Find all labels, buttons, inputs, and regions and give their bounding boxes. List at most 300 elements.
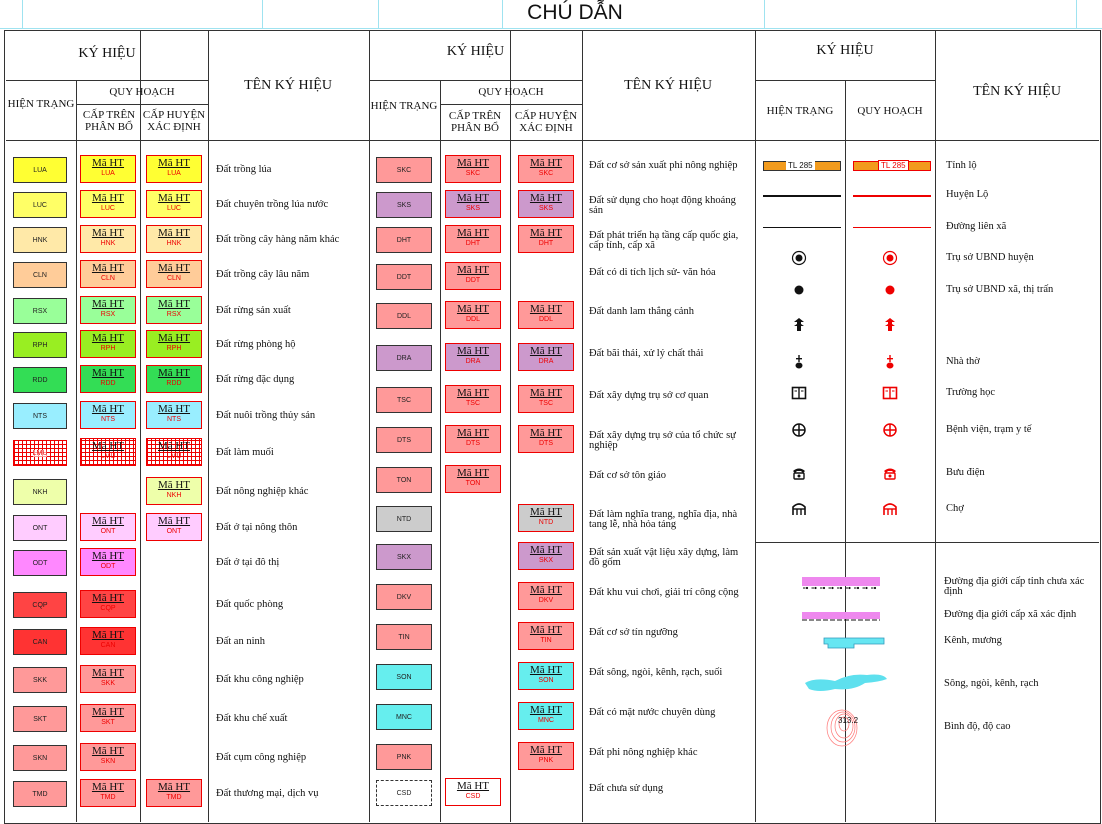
symbol-name: Trường học: [946, 387, 996, 398]
ma-ht-label: Mã HT: [157, 515, 191, 527]
quy-hoach-cap-tren-skn: [80, 743, 136, 771]
land-swatch-dts: [376, 427, 432, 453]
ma-ht-label: Mã HT: [91, 403, 125, 415]
quy-hoach-code: LUA: [101, 170, 115, 177]
quy-hoach-cap-huyen-dkv: [518, 582, 574, 610]
quy-hoach-cap-huyen-ntd: [518, 504, 574, 532]
header-cap-huyen-2: CẤP HUYỆN XÁC ĐỊNH: [514, 110, 578, 134]
quy-hoach-code: SON: [538, 677, 554, 684]
quy-hoach-code: SKC: [538, 170, 554, 177]
quy-hoach-code: DRA: [465, 358, 481, 365]
symbol-name: Đường liên xã: [946, 221, 1007, 232]
school-icon: [791, 385, 807, 401]
header-hien-trang-2: HIỆN TRẠNG: [370, 100, 438, 112]
land-name: Đất sử dụng cho hoạt động khoáng sản: [589, 195, 736, 216]
land-swatch-rdd: [13, 367, 67, 393]
land-name: Đất quốc phòng: [216, 599, 284, 610]
land-swatch-skt: [13, 706, 67, 732]
grid-line: [6, 80, 208, 81]
quy-hoach-code: PNK: [538, 757, 554, 764]
hospital-icon: [791, 422, 807, 438]
land-swatch-skc: [376, 157, 432, 183]
boundary-name: Đường địa giới cấp tỉnh chưa xác định: [944, 576, 1085, 597]
swatch-code: DHT: [396, 236, 412, 244]
ma-ht-label: Mã HT: [529, 704, 563, 716]
road-provincial-hien-trang: [763, 161, 841, 171]
district-office-icon: [791, 250, 807, 266]
quy-hoach-cap-tren-can: [80, 627, 136, 655]
quy-hoach-code: NTS: [167, 416, 181, 423]
swatch-code: DTS: [397, 436, 411, 444]
land-name: Đất an ninh: [216, 636, 265, 647]
post-office-icon: [882, 465, 898, 481]
quy-hoach-code: MNC: [538, 717, 554, 724]
land-swatch-hnk: [13, 227, 67, 253]
quy-hoach-cap-huyen-dht: [518, 225, 574, 253]
land-name: Đất có mặt nước chuyên dùng: [589, 707, 716, 718]
swatch-code: LUA: [33, 166, 47, 174]
land-name: Đất bãi thải, xử lý chất thải: [589, 348, 704, 359]
swatch-code: CLN: [32, 271, 47, 279]
land-name: Đất chuyên trồng lúa nước: [216, 199, 329, 210]
land-swatch-skk: [13, 667, 67, 693]
ma-ht-label: Mã HT: [456, 192, 490, 204]
swatch-code: DKV: [396, 593, 412, 601]
land-swatch-ddl: [376, 303, 432, 329]
ma-ht-label: Mã HT: [157, 227, 191, 239]
swatch-code: SKK: [32, 676, 47, 684]
boundary-name: Sông, ngòi, kênh, rạch: [944, 678, 1039, 689]
quy-hoach-cap-huyen-rph: [146, 330, 202, 358]
header-hien-trang-3: HIỆN TRẠNG: [766, 105, 834, 117]
quy-hoach-cap-huyen-sks: [518, 190, 574, 218]
land-swatch-cln: [13, 262, 67, 288]
road-label: TL 285: [878, 160, 909, 171]
ma-ht-label: Mã HT: [529, 506, 563, 518]
ma-ht-label: Mã HT: [529, 387, 563, 399]
quy-hoach-code: RSX: [166, 311, 182, 318]
quy-hoach-code: SKT: [101, 719, 115, 726]
land-swatch-tmd: [13, 781, 67, 807]
land-name: Đất xây dựng trụ sở của tổ chức sự nghiệp: [589, 430, 736, 451]
quy-hoach-cap-tren-luc: [80, 190, 136, 218]
province-boundary-icon: [802, 575, 882, 593]
ma-ht-label: Mã HT: [157, 781, 191, 793]
symbol-name: Trụ sở UBND xã, thị trấn: [946, 284, 1054, 295]
ma-ht-label: Mã HT: [91, 440, 125, 452]
land-swatch-tsc: [376, 387, 432, 413]
quy-hoach-cap-tren-skt: [80, 704, 136, 732]
swatch-code: SKS: [396, 201, 411, 209]
header-ky-hieu-1: KÝ HIỆU: [78, 46, 136, 61]
commune-office-icon: [791, 282, 807, 298]
ma-ht-label: Mã HT: [456, 157, 490, 169]
swatch-code: SKX: [396, 553, 411, 561]
quy-hoach-code: SKS: [465, 205, 480, 212]
quy-hoach-cap-huyen-ont: [146, 513, 202, 541]
pagoda-icon: [791, 317, 807, 333]
swatch-code: RDD: [32, 376, 48, 384]
ma-ht-label: Mã HT: [529, 303, 563, 315]
contour-icon: [812, 704, 876, 748]
header-cap-tren-1: CẤP TRÊN PHÂN BỔ: [82, 109, 136, 133]
land-name: Đất nuôi trồng thủy sản: [216, 410, 316, 421]
quy-hoach-code: SKS: [538, 205, 553, 212]
land-name: Đất trồng cây hàng năm khác: [216, 234, 340, 245]
quy-hoach-code: DDL: [465, 316, 480, 323]
quy-hoach-cap-huyen-pnk: [518, 742, 574, 770]
land-name: Đất làm nghĩa trang, nghĩa địa, nhà tang lễ, nhà hỏa táng: [589, 509, 738, 530]
boundary-name: Đường địa giới cấp xã xác định: [944, 609, 1077, 620]
land-name: Đất phát triển hạ tầng cấp quốc gia, cấp tỉnh, cấp xã: [589, 230, 739, 251]
ma-ht-label: Mã HT: [456, 467, 490, 479]
quy-hoach-code: NTD: [538, 519, 554, 526]
ma-ht-label: Mã HT: [91, 781, 125, 793]
boundary-name: Bình độ, độ cao: [944, 721, 1011, 732]
quy-hoach-cap-huyen-ddl: [518, 301, 574, 329]
ma-ht-label: Mã HT: [157, 367, 191, 379]
land-name: Đất cơ sở sản xuất phi nông nghiệp: [589, 160, 738, 171]
quy-hoach-cap-tren-tsc: [445, 385, 501, 413]
swatch-code: SKT: [33, 715, 47, 723]
quy-hoach-code: TON: [465, 480, 481, 487]
symbol-name: Chợ: [946, 503, 964, 514]
quy-hoach-cap-tren-lua: [80, 155, 136, 183]
church-icon: [791, 354, 807, 370]
grid-line: [76, 104, 208, 105]
elevation-label: 313.2: [838, 716, 859, 725]
quy-hoach-cap-tren-rdd: [80, 365, 136, 393]
quy-hoach-code: CLN: [166, 275, 181, 282]
land-swatch-nts: [13, 403, 67, 429]
grid-line: [369, 30, 370, 822]
header-cap-tren-2: CẤP TRÊN PHÂN BỔ: [448, 110, 502, 134]
quy-hoach-cap-tren-skk: [80, 665, 136, 693]
grid-line: [140, 30, 141, 822]
grid-line: [6, 140, 1099, 141]
swatch-code: CAN: [32, 638, 48, 646]
header-ten-ky-hieu-2: TÊN KÝ HIỆU: [624, 78, 712, 93]
land-name: Đất chưa sử dụng: [589, 783, 664, 794]
grid-line: [76, 80, 77, 822]
post-office-icon: [791, 465, 807, 481]
quy-hoach-code: SKX: [538, 557, 553, 564]
quy-hoach-code: SKN: [100, 758, 116, 765]
swatch-code: HNK: [32, 236, 48, 244]
land-name: Đất ở tại nông thôn: [216, 522, 298, 533]
ma-ht-label: Mã HT: [91, 367, 125, 379]
grid-line: [510, 30, 511, 822]
quy-hoach-code: NKH: [166, 492, 182, 499]
ma-ht-label: Mã HT: [157, 440, 191, 452]
swatch-code: TON: [396, 476, 412, 484]
symbol-name: Huyện Lộ: [946, 189, 989, 200]
swatch-code: SKC: [396, 166, 412, 174]
ma-ht-label: Mã HT: [91, 629, 125, 641]
swatch-code: MNC: [396, 713, 412, 721]
canal-icon: [814, 636, 894, 650]
quy-hoach-code: DDL: [538, 316, 553, 323]
ma-ht-label: Mã HT: [529, 544, 563, 556]
land-swatch-odt: [13, 550, 67, 576]
quy-hoach-cap-tren-cln: [80, 260, 136, 288]
land-name: Đất trồng cây lâu năm: [216, 269, 310, 280]
swatch-code: TSC: [397, 396, 411, 404]
land-swatch-son: [376, 664, 432, 690]
quy-hoach-cap-huyen-lmu: [146, 438, 202, 466]
ma-ht-label: Mã HT: [456, 303, 490, 315]
quy-hoach-code: HNK: [100, 240, 116, 247]
ma-ht-label: Mã HT: [91, 592, 125, 604]
quy-hoach-cap-tren-sks: [445, 190, 501, 218]
road-district-quy-hoach: [853, 195, 931, 197]
quy-hoach-cap-tren-rph: [80, 330, 136, 358]
land-swatch-dkv: [376, 584, 432, 610]
quy-hoach-cap-tren-cqp: [80, 590, 136, 618]
quy-hoach-cap-tren-rsx: [80, 296, 136, 324]
land-swatch-skx: [376, 544, 432, 570]
swatch-code: DDT: [396, 273, 412, 281]
swatch-code: ODT: [32, 559, 48, 567]
district-office-icon: [882, 250, 898, 266]
land-swatch-csd: [376, 780, 432, 806]
quy-hoach-cap-huyen-son: [518, 662, 574, 690]
land-name: Đất khu vui chơi, giải trí công cộng: [589, 587, 739, 598]
quy-hoach-code: DHT: [538, 240, 554, 247]
market-icon: [791, 501, 807, 517]
ma-ht-label: Mã HT: [157, 192, 191, 204]
grid-line: [440, 80, 441, 822]
ma-ht-label: Mã HT: [529, 157, 563, 169]
quy-hoach-code: DTS: [466, 440, 480, 447]
ma-ht-label: Mã HT: [91, 667, 125, 679]
quy-hoach-code: TIN: [540, 637, 552, 644]
quy-hoach-code: LUC: [166, 205, 181, 212]
land-swatch-dht: [376, 227, 432, 253]
swatch-code: TMD: [32, 790, 48, 798]
quy-hoach-cap-tren-ont: [80, 513, 136, 541]
land-swatch-can: [13, 629, 67, 655]
quy-hoach-cap-huyen-mnc: [518, 702, 574, 730]
header-cap-huyen-1: CẤP HUYỆN XÁC ĐỊNH: [142, 109, 206, 133]
quy-hoach-code: RPH: [166, 345, 182, 352]
swatch-code: SON: [396, 673, 412, 681]
quy-hoach-cap-tren-ddt: [445, 262, 501, 290]
header-ten-ky-hieu-3: TÊN KÝ HIỆU: [973, 84, 1061, 99]
quy-hoach-code: LMU: [166, 453, 182, 460]
land-name: Đất khu công nghiệp: [216, 674, 304, 685]
quy-hoach-code: DTS: [539, 440, 553, 447]
grid-line: [755, 80, 935, 81]
quy-hoach-cap-tren-odt: [80, 548, 136, 576]
grid-line: [208, 30, 209, 822]
grid-line: [440, 104, 582, 105]
river-icon: [805, 673, 889, 695]
land-name: Đất xây dựng trụ sở cơ quan: [589, 390, 709, 401]
quy-hoach-cap-tren-lmu: [80, 438, 136, 466]
ma-ht-label: Mã HT: [157, 262, 191, 274]
ma-ht-label: Mã HT: [456, 387, 490, 399]
quy-hoach-code: TMD: [100, 794, 116, 801]
commune-boundary-icon: [802, 610, 882, 624]
ma-ht-label: Mã HT: [529, 227, 563, 239]
quy-hoach-cap-huyen-dra: [518, 343, 574, 371]
road-label: TL 285: [788, 161, 813, 170]
symbol-name: Bệnh viện, trạm y tế: [946, 424, 1032, 435]
symbol-name: Bưu điện: [946, 467, 985, 478]
header-ky-hieu-3: KÝ HIỆU: [816, 43, 874, 58]
symbol-name: Nhà thờ: [946, 356, 980, 367]
ma-ht-label: Mã HT: [529, 624, 563, 636]
land-name: Đất làm muối: [216, 447, 274, 458]
land-swatch-rsx: [13, 298, 67, 324]
quy-hoach-cap-huyen-lua: [146, 155, 202, 183]
swatch-code: ONT: [32, 524, 48, 532]
land-swatch-nkh: [13, 479, 67, 505]
ma-ht-label: Mã HT: [529, 584, 563, 596]
ma-ht-label: Mã HT: [529, 744, 563, 756]
quy-hoach-code: CQP: [100, 605, 116, 612]
swatch-code: NTS: [33, 412, 47, 420]
ma-ht-label: Mã HT: [456, 780, 490, 792]
land-name: Đất phi nông nghiệp khác: [589, 747, 698, 758]
quy-hoach-code: CLN: [100, 275, 115, 282]
quy-hoach-code: RDD: [166, 380, 182, 387]
ma-ht-label: Mã HT: [529, 664, 563, 676]
ma-ht-label: Mã HT: [91, 332, 125, 344]
swatch-code: RSX: [32, 307, 48, 315]
ma-ht-label: Mã HT: [91, 192, 125, 204]
land-name: Đất khu chế xuất: [216, 713, 288, 724]
land-name: Đất trồng lúa: [216, 164, 272, 175]
quy-hoach-cap-tren-dht: [445, 225, 501, 253]
land-swatch-mnc: [376, 704, 432, 730]
land-name: Đất có di tích lịch sử- văn hóa: [589, 267, 716, 278]
land-name: Đất rừng sản xuất: [216, 305, 291, 316]
land-swatch-sks: [376, 192, 432, 218]
quy-hoach-code: TSC: [539, 400, 553, 407]
land-name: Đất nông nghiệp khác: [216, 486, 309, 497]
quy-hoach-code: RDD: [100, 380, 116, 387]
quy-hoach-code: DHT: [465, 240, 481, 247]
land-name: Đất thương mại, dịch vụ: [216, 788, 319, 799]
land-name: Đất cơ sở tín ngưỡng: [589, 627, 678, 638]
grid-line: [935, 30, 936, 822]
quy-hoach-cap-tren-ton: [445, 465, 501, 493]
ma-ht-label: Mã HT: [91, 515, 125, 527]
swatch-code: SKN: [32, 754, 48, 762]
ma-ht-label: Mã HT: [529, 427, 563, 439]
quy-hoach-cap-tren-dra: [445, 343, 501, 371]
quy-hoach-code: NTS: [101, 416, 115, 423]
quy-hoach-code: ONT: [100, 528, 116, 535]
symbol-name: Tỉnh lộ: [946, 160, 977, 171]
quy-hoach-cap-huyen-cln: [146, 260, 202, 288]
ma-ht-label: Mã HT: [157, 332, 191, 344]
land-swatch-rph: [13, 332, 67, 358]
ma-ht-label: Mã HT: [456, 427, 490, 439]
quy-hoach-code: ODT: [100, 563, 116, 570]
symbol-name: Trụ sở UBND huyện: [946, 252, 1034, 263]
quy-hoach-cap-huyen-skc: [518, 155, 574, 183]
ma-ht-label: Mã HT: [529, 345, 563, 357]
quy-hoach-code: LUA: [167, 170, 181, 177]
header-hien-trang-1: HIỆN TRẠNG: [7, 98, 75, 110]
swatch-code: DDL: [396, 312, 411, 320]
quy-hoach-code: SKK: [100, 680, 115, 687]
quy-hoach-cap-huyen-nts: [146, 401, 202, 429]
grid-line: [755, 30, 756, 822]
land-name: Đất sông, ngòi, kênh, rạch, suối: [589, 667, 723, 678]
school-icon: [882, 385, 898, 401]
road-commune-quy-hoach: [853, 227, 931, 228]
ma-ht-label: Mã HT: [456, 264, 490, 276]
land-swatch-luc: [13, 192, 67, 218]
ma-ht-label: Mã HT: [529, 192, 563, 204]
quy-hoach-code: HNK: [166, 240, 182, 247]
quy-hoach-cap-huyen-skx: [518, 542, 574, 570]
quy-hoach-cap-huyen-tin: [518, 622, 574, 650]
land-name: Đất sản xuất vật liệu xây dựng, làm đồ gốm: [589, 547, 739, 568]
ma-ht-label: Mã HT: [157, 298, 191, 310]
quy-hoach-cap-tren-csd: [445, 778, 501, 806]
quy-hoach-code: LMU: [100, 453, 116, 460]
land-swatch-skn: [13, 745, 67, 771]
quy-hoach-cap-huyen-tmd: [146, 779, 202, 807]
quy-hoach-code: RSX: [100, 311, 116, 318]
quy-hoach-code: TSC: [466, 400, 480, 407]
swatch-code: CSD: [396, 789, 412, 797]
header-ky-hieu-2: KÝ HIỆU: [446, 44, 505, 59]
ma-ht-label: Mã HT: [91, 227, 125, 239]
ma-ht-label: Mã HT: [456, 345, 490, 357]
commune-office-icon: [882, 282, 898, 298]
land-swatch-lua: [13, 157, 67, 183]
quy-hoach-code: DDT: [465, 277, 481, 284]
land-swatch-tin: [376, 624, 432, 650]
land-swatch-dra: [376, 345, 432, 371]
ma-ht-label: Mã HT: [157, 403, 191, 415]
land-name: Đất cụm công nghiệp: [216, 752, 307, 763]
pagoda-icon: [882, 317, 898, 333]
quy-hoach-code: TMD: [166, 794, 182, 801]
quy-hoach-code: DRA: [538, 358, 554, 365]
quy-hoach-cap-huyen-luc: [146, 190, 202, 218]
header-quy-hoach-3: QUY HOẠCH: [857, 105, 923, 117]
swatch-code: CQP: [32, 601, 48, 609]
ma-ht-label: Mã HT: [91, 262, 125, 274]
quy-hoach-cap-huyen-nkh: [146, 477, 202, 505]
land-name: Đất danh lam thắng cảnh: [589, 306, 694, 317]
land-name: Đất cơ sở tôn giáo: [589, 470, 667, 481]
grid-line: [755, 542, 1099, 543]
land-swatch-lmu: [13, 440, 67, 466]
quy-hoach-code: SKC: [465, 170, 481, 177]
quy-hoach-cap-tren-dts: [445, 425, 501, 453]
land-swatch-cqp: [13, 592, 67, 618]
swatch-code: TIN: [398, 633, 410, 641]
swatch-code: DRA: [396, 354, 412, 362]
quy-hoach-cap-huyen-rdd: [146, 365, 202, 393]
quy-hoach-cap-huyen-dts: [518, 425, 574, 453]
church-icon: [882, 354, 898, 370]
grid-line: [582, 30, 583, 822]
road-commune-hien-trang: [763, 227, 841, 228]
quy-hoach-cap-huyen-hnk: [146, 225, 202, 253]
swatch-code: LUC: [32, 201, 47, 209]
quy-hoach-cap-tren-tmd: [80, 779, 136, 807]
market-icon: [882, 501, 898, 517]
